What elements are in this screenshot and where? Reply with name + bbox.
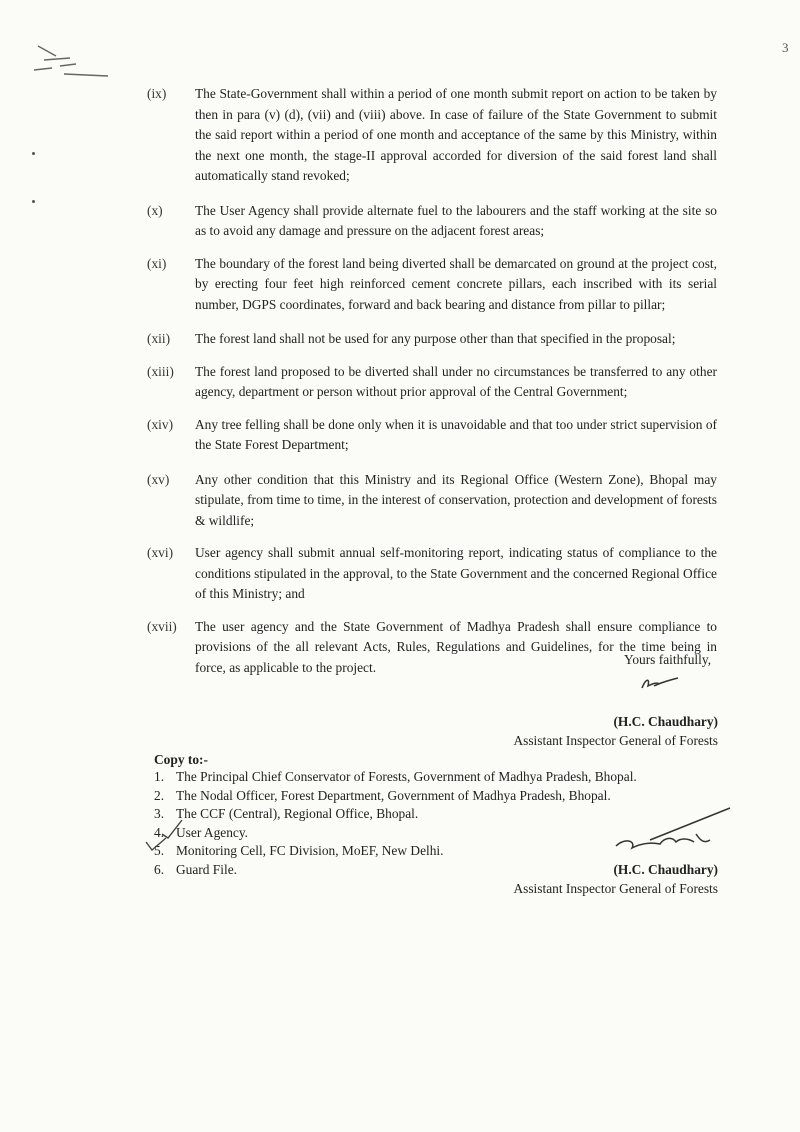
condition-number: (xii) <box>147 331 171 346</box>
condition-text: The user agency and the State Government of Madhya Pradesh shall ensure compliance to provisions of the all relevant Acts, Rules, Regulations and Guidelines, for the time being in force, as applicable to the project. <box>195 618 717 675</box>
condition-number: (xiv) <box>147 416 174 432</box>
page-number: 3 <box>782 40 789 55</box>
copy-to-number: 1. <box>154 769 165 784</box>
copy-to-item <box>154 768 637 787</box>
condition-text: The User Agency shall provide alternate fuel to the labourers and the staff working at the site so as to avoid any damage and pressure on the adjacent forest areas; <box>195 202 717 238</box>
condition-text: User agency shall submit annual self-monitoring report, indicating status of compliance to the conditions stipulated in the approval, to the State Government and the concerned Regional Office of this Ministry; and <box>195 545 717 601</box>
condition-text: The State-Government shall within a period of one month submit report on action to be taken by then in para (v) (d), (vii) and (viii) above. In case of failure of the State Government to submit the said report within a period of one month and acceptance of the same by this Ministry, within the next one month, the stage-II approval accorded for diversion of the said forest land shall automatically stand revoked; <box>195 86 717 183</box>
condition-item <box>147 201 717 242</box>
signature-scribble <box>640 674 680 694</box>
copy-to-item <box>154 842 637 861</box>
condition-number: (xi) <box>147 255 167 271</box>
condition-text: The boundary of the forest land being diverted shall be demarcated on ground at the project cost, by erecting four feet high reinforced cement concrete pillars, each inscribed with its serial number, DGPS coordinates, forward and back bearing and distance from pillar to pillar; <box>195 255 717 312</box>
copy-to-text: The CCF (Central), Regional Office, Bhopal. <box>176 806 419 821</box>
tick-mark-monitoring-cell <box>144 836 168 852</box>
condition-number: (xvii) <box>147 618 177 634</box>
copy-to-number: 3. <box>154 806 165 821</box>
condition-number: (ix) <box>147 86 167 101</box>
margin-dot <box>32 200 35 203</box>
copy-to-text: User Agency. <box>176 824 249 840</box>
second-signature-block <box>513 860 718 898</box>
signatory-title: Assistant Inspector General of Forests <box>513 733 718 748</box>
closing-salutation: Yours faithfully, <box>624 652 712 667</box>
copy-to-number: 2. <box>154 787 165 803</box>
condition-number: (xiii) <box>147 363 174 379</box>
condition-text: The forest land shall not be used for any purpose other than that specified in the proposal; <box>195 331 676 346</box>
copy-to-item <box>154 805 637 824</box>
copy-to-number: 4. <box>154 824 165 840</box>
copy-to-text: The Principal Chief Conservator of Forests, Government of Madhya Pradesh, Bhopal. <box>176 769 637 784</box>
handwritten-signature <box>610 804 740 860</box>
conditions-list <box>147 84 717 678</box>
signatory-name: (H.C. Chaudhary) <box>613 714 718 729</box>
condition-item <box>147 543 717 605</box>
margin-scribble <box>30 38 110 88</box>
condition-number: (x) <box>147 202 163 218</box>
copy-to-text: Monitoring Cell, FC Division, MoEF, New Delhi. <box>176 843 444 858</box>
copy-to-item <box>154 787 637 806</box>
condition-number: (xvi) <box>147 545 174 560</box>
condition-item <box>147 415 717 456</box>
condition-text: Any tree felling shall be done only when it is unavoidable and that too under strict supervision of the State Forest Department; <box>195 416 717 452</box>
copy-to-text: The Nodal Officer, Forest Department, Government of Madhya Pradesh, Bhopal. <box>176 787 611 803</box>
copy-to-item <box>154 824 637 843</box>
margin-dot <box>32 152 35 155</box>
condition-item <box>147 254 717 316</box>
signature-block <box>513 712 718 750</box>
copy-to-text: Guard File. <box>176 861 237 877</box>
condition-item <box>147 617 717 679</box>
condition-text: The forest land proposed to be diverted shall under no circumstances be transferred to any other agency, department or person without prior approval of the Central Government; <box>195 363 717 399</box>
second-signatory-title: Assistant Inspector General of Forests <box>513 881 718 896</box>
copy-to-heading: Copy to:- <box>154 752 208 767</box>
condition-number: (xv) <box>147 471 170 487</box>
copy-to-number: 5. <box>154 843 165 858</box>
condition-item <box>147 470 717 532</box>
copy-to-number: 6. <box>154 861 165 877</box>
condition-item <box>147 329 717 350</box>
condition-text: Any other condition that this Ministry and its Regional Office (Western Zone), Bhopal may stipulate, from time to time, in the interest of conservation, protection and development of forests & wildlife; <box>195 471 717 528</box>
condition-item <box>147 362 717 403</box>
condition-item <box>147 84 717 187</box>
second-signatory-name: (H.C. Chaudhary) <box>613 862 718 877</box>
